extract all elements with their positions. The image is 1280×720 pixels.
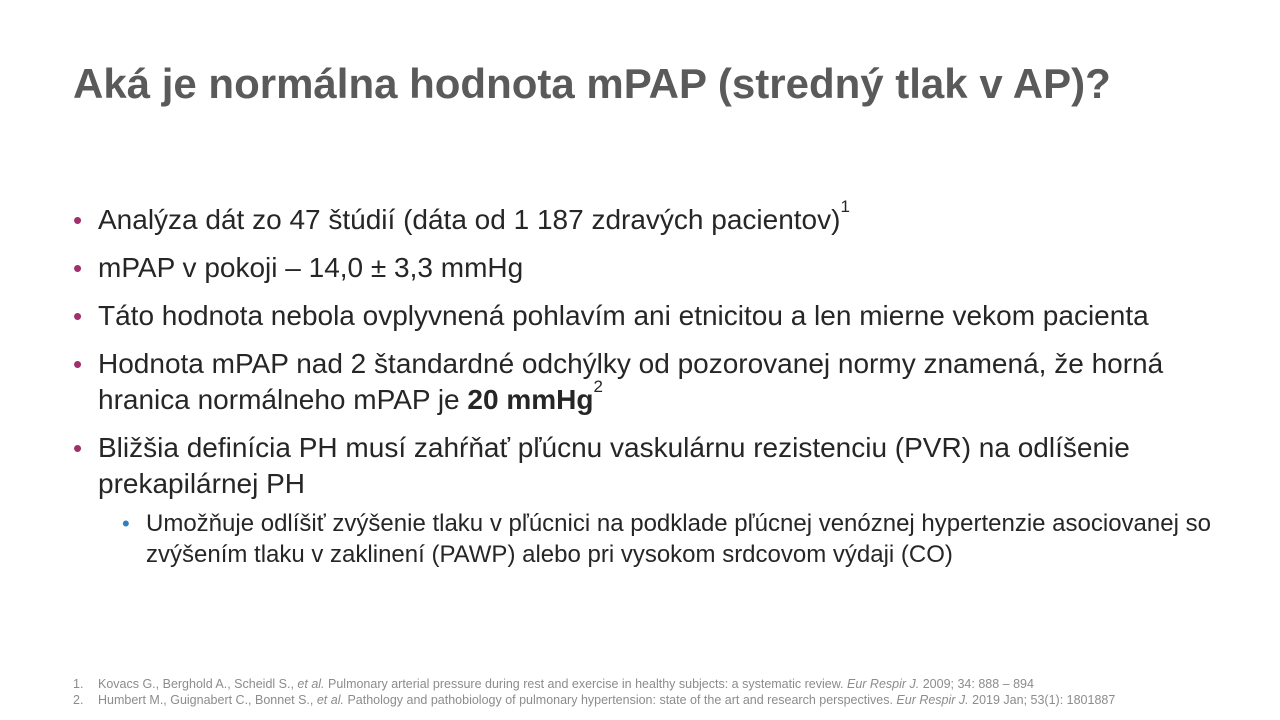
bullet-text: Hodnota mPAP nad 2 štandardné odchýlky od pozorovanej normy znamená, že horná hranica normálneho mPAP je (98, 348, 1164, 415)
reference-authors: Kovacs G., Berghold A., Scheidl S., (98, 677, 298, 691)
bullet-item (73, 430, 1213, 570)
bullet-text: Bližšia definícia PH musí zahŕňať pľúcnu vaskulárnu rezistenciu (PVR) na odlíšenie prekapilárnej PH (98, 432, 1130, 499)
bullet-marker-icon: • (73, 433, 83, 463)
bullet-marker-icon: • (73, 301, 83, 331)
reference-etal: et al. (316, 693, 344, 707)
bullet-marker-icon: • (73, 253, 83, 283)
slide-title: Aká je normálna hodnota mPAP (stredný tlak v AP)? (73, 60, 1111, 107)
bullet-marker-icon: • (73, 205, 83, 235)
reference-details: 2009; 34: 888 – 894 (919, 677, 1034, 691)
footnote-ref: 2 (593, 377, 603, 396)
footnote-ref: 1 (840, 197, 850, 216)
reference-title: Pathology and pathobiology of pulmonary hypertension: state of the art and research perspectives. (343, 693, 897, 707)
reference-details: 2019 Jan; 53(1): 1801887 (968, 693, 1116, 707)
sub-bullet-list (98, 508, 1213, 570)
bullet-text: mPAP v pokoji – 14,0 ± 3,3 mmHg (98, 252, 524, 283)
sub-bullet-item (98, 508, 1213, 570)
bullet-item (73, 298, 1213, 334)
sub-bullet-text: Umožňuje odlíšiť zvýšenie tlaku v pľúcnici na podklade pľúcnej venóznej hypertenzie asociovanej so zvýšením tlaku v zaklinení (PAWP) alebo pri vysokom srdcovom výdaji (CO) (146, 510, 1211, 568)
reference-item (73, 676, 1253, 692)
bullet-text: Táto hodnota nebola ovplyvnená pohlavím ani etnicitou a len mierne vekom pacienta (98, 300, 1149, 331)
bullet-bold-value: 20 mmHg (467, 384, 594, 415)
references (73, 676, 1253, 708)
sub-bullet-marker-icon: • (122, 511, 130, 536)
reference-number: 1. (73, 677, 84, 691)
reference-authors: Humbert M., Guignabert C., Bonnet S., (98, 693, 317, 707)
reference-journal: Eur Respir J. (896, 693, 969, 707)
reference-item (73, 692, 1253, 708)
bullet-marker-icon: • (73, 349, 83, 379)
bullet-text: Analýza dát zo 47 štúdií (dáta od 1 187 zdravých pacientov) (98, 204, 841, 235)
reference-journal: Eur Respir J. (847, 677, 920, 691)
reference-title: Pulmonary arterial pressure during rest and exercise in healthy subjects: a systematic review. (324, 677, 847, 691)
reference-number: 2. (73, 693, 84, 707)
bullet-item (73, 197, 1213, 238)
bullet-item (73, 346, 1213, 418)
reference-etal: et al. (297, 677, 325, 691)
bullet-item (73, 250, 1213, 286)
bullet-list (73, 197, 1213, 582)
